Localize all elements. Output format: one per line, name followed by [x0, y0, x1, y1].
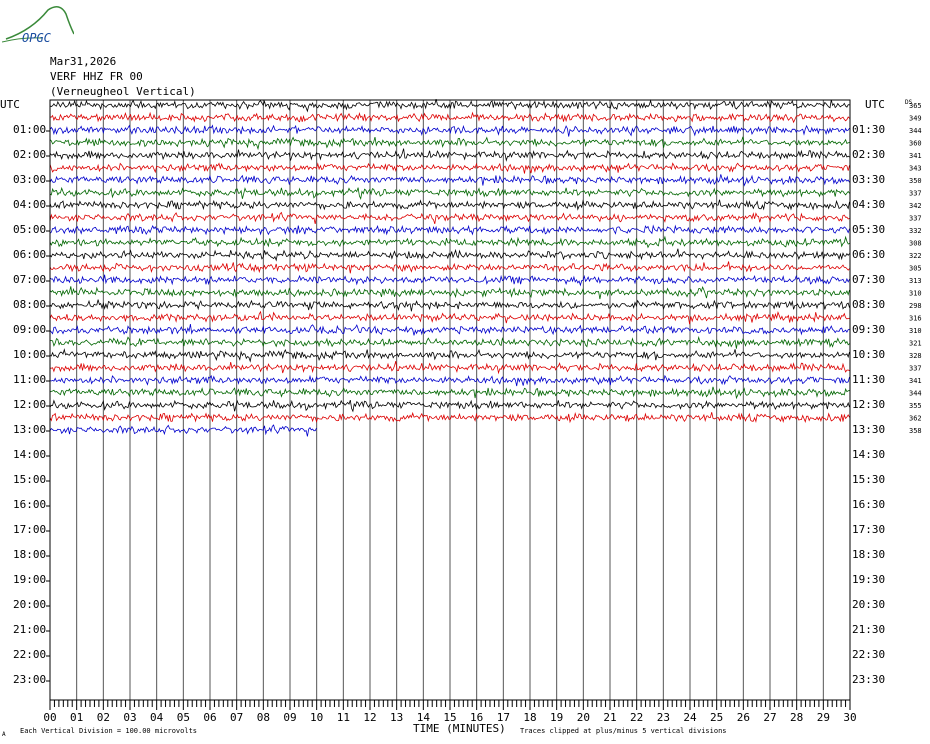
left-hour-label: 09:00 — [13, 323, 47, 336]
x-axis-ticks — [43, 700, 856, 724]
ds-value: 328 — [909, 352, 922, 360]
ds-value: 305 — [909, 264, 922, 273]
x-tick-label: 15 — [443, 711, 457, 724]
logo-text: OPGC — [22, 31, 51, 44]
right-hour-label: 08:30 — [852, 298, 886, 311]
ds-value: 350 — [909, 177, 922, 185]
x-tick-label: 23 — [656, 711, 670, 724]
left-hour-label: 15:00 — [13, 473, 47, 486]
x-tick-label: 25 — [710, 711, 724, 724]
left-hour-label: 19:00 — [13, 573, 47, 586]
x-tick-label: 10 — [310, 711, 324, 724]
right-hour-label: 15:30 — [852, 473, 886, 486]
x-tick-label: 21 — [603, 711, 617, 724]
x-tick-label: 22 — [630, 711, 644, 724]
right-hour-label: 18:30 — [852, 548, 886, 561]
ds-value: 343 — [909, 164, 922, 173]
footer-clip-note: Traces clipped at plus/minus 5 vertical divisions — [520, 727, 727, 735]
ds-value: 337 — [909, 364, 922, 373]
ds-value: 365 — [909, 102, 922, 110]
footer-corner-mark: A — [2, 731, 6, 738]
left-hour-label: 22:00 — [13, 648, 47, 661]
minute-grid — [77, 100, 824, 700]
left-hour-label: 18:00 — [13, 548, 47, 561]
ds-value: 308 — [909, 239, 922, 248]
right-hour-label: 07:30 — [852, 273, 886, 286]
ds-value: 355 — [909, 402, 922, 410]
x-tick-label: 16 — [470, 711, 484, 724]
ds-value: 341 — [909, 152, 922, 160]
left-hour-label: 07:00 — [13, 273, 47, 286]
right-hour-label: 13:30 — [852, 423, 886, 436]
x-axis-title: TIME (MINUTES) — [413, 722, 506, 735]
header-location: (Verneugheol Vertical) — [50, 85, 196, 98]
right-hour-label: 06:30 — [852, 248, 886, 261]
left-hour-label: 01:00 — [13, 123, 47, 136]
ds-value: 321 — [909, 339, 922, 348]
x-tick-label: 07 — [230, 711, 244, 724]
right-hour-label: 12:30 — [852, 398, 886, 411]
footer-scale-note: Each Vertical Division = 100.00 microvolts — [20, 727, 198, 735]
ds-value: 344 — [909, 389, 922, 398]
left-hour-label: 12:00 — [13, 398, 47, 411]
ds-value: 322 — [909, 252, 922, 260]
left-hour-label: 16:00 — [13, 498, 47, 511]
x-tick-label: 13 — [390, 711, 404, 724]
left-hour-label: 23:00 — [13, 673, 47, 686]
right-hour-label: 14:30 — [852, 448, 886, 461]
left-hour-label: 20:00 — [13, 598, 47, 611]
ds-value: 310 — [909, 327, 922, 335]
x-tick-label: 00 — [43, 711, 57, 724]
ds-value: 341 — [909, 377, 922, 385]
ds-value: 316 — [909, 314, 922, 323]
right-hour-label: 11:30 — [852, 373, 886, 386]
left-hour-label: 04:00 — [13, 198, 47, 211]
left-hour-label: 10:00 — [13, 348, 47, 361]
x-tick-label: 11 — [336, 711, 350, 724]
x-tick-label: 06 — [203, 711, 217, 724]
x-tick-label: 28 — [790, 711, 804, 724]
left-hour-label: 13:00 — [13, 423, 47, 436]
x-tick-label: 05 — [176, 711, 190, 724]
x-tick-label: 17 — [496, 711, 510, 724]
ds-value: 344 — [909, 127, 922, 135]
x-tick-label: 19 — [550, 711, 564, 724]
x-tick-label: 20 — [576, 711, 590, 724]
right-hour-label: 16:30 — [852, 498, 886, 511]
x-tick-label: 03 — [123, 711, 137, 724]
x-tick-label: 04 — [150, 711, 164, 724]
x-tick-label: 30 — [843, 711, 857, 724]
right-hour-label: 01:30 — [852, 123, 886, 136]
x-tick-label: 14 — [416, 711, 430, 724]
x-tick-label: 02 — [96, 711, 110, 724]
ds-value: 298 — [909, 302, 922, 310]
ds-value: 310 — [909, 289, 922, 298]
ds-value: 360 — [909, 139, 922, 148]
left-hour-label: 14:00 — [13, 448, 47, 461]
ds-value: 349 — [909, 114, 922, 123]
left-hour-label: 05:00 — [13, 223, 47, 236]
x-tick-label: 18 — [523, 711, 537, 724]
left-hour-label: UTC — [0, 98, 20, 111]
right-hour-label: 03:30 — [852, 173, 886, 186]
ds-value: 358 — [909, 427, 922, 435]
left-hour-label: 03:00 — [13, 173, 47, 186]
x-tick-label: 09 — [283, 711, 297, 724]
ds-value: 332 — [909, 227, 922, 235]
ds-value: 362 — [909, 414, 922, 423]
right-hour-label: 19:30 — [852, 573, 886, 586]
left-hour-label: 02:00 — [13, 148, 47, 161]
right-hour-label: 02:30 — [852, 148, 886, 161]
x-tick-label: 01 — [70, 711, 84, 724]
ds-value: 342 — [909, 202, 922, 210]
left-hour-label: 21:00 — [13, 623, 47, 636]
right-hour-label: 10:30 — [852, 348, 886, 361]
left-hour-label: 17:00 — [13, 523, 47, 536]
ds-value: 337 — [909, 214, 922, 223]
right-hour-label: 22:30 — [852, 648, 886, 661]
x-tick-label: 12 — [363, 711, 377, 724]
right-hour-label: 04:30 — [852, 198, 886, 211]
right-hour-label: 05:30 — [852, 223, 886, 236]
left-hour-label: 11:00 — [13, 373, 47, 386]
x-tick-label: 26 — [736, 711, 750, 724]
left-hour-label: 06:00 — [13, 248, 47, 261]
x-tick-label: 27 — [763, 711, 777, 724]
left-hour-label: 08:00 — [13, 298, 47, 311]
header-station: VERF HHZ FR 00 — [50, 70, 143, 83]
header-date: Mar31,2026 — [50, 55, 117, 68]
ds-label: DS — [905, 99, 913, 106]
x-tick-label: 24 — [683, 711, 697, 724]
ds-value: 337 — [909, 189, 922, 198]
x-tick-label: 29 — [816, 711, 830, 724]
right-hour-label: 20:30 — [852, 598, 886, 611]
right-hour-label: 23:30 — [852, 673, 886, 686]
x-tick-label: 08 — [256, 711, 270, 724]
right-hour-label: 21:30 — [852, 623, 886, 636]
right-hour-label: 17:30 — [852, 523, 886, 536]
right-hour-label: UTC — [865, 98, 885, 111]
right-hour-label: 09:30 — [852, 323, 886, 336]
ds-value: 313 — [909, 277, 922, 285]
